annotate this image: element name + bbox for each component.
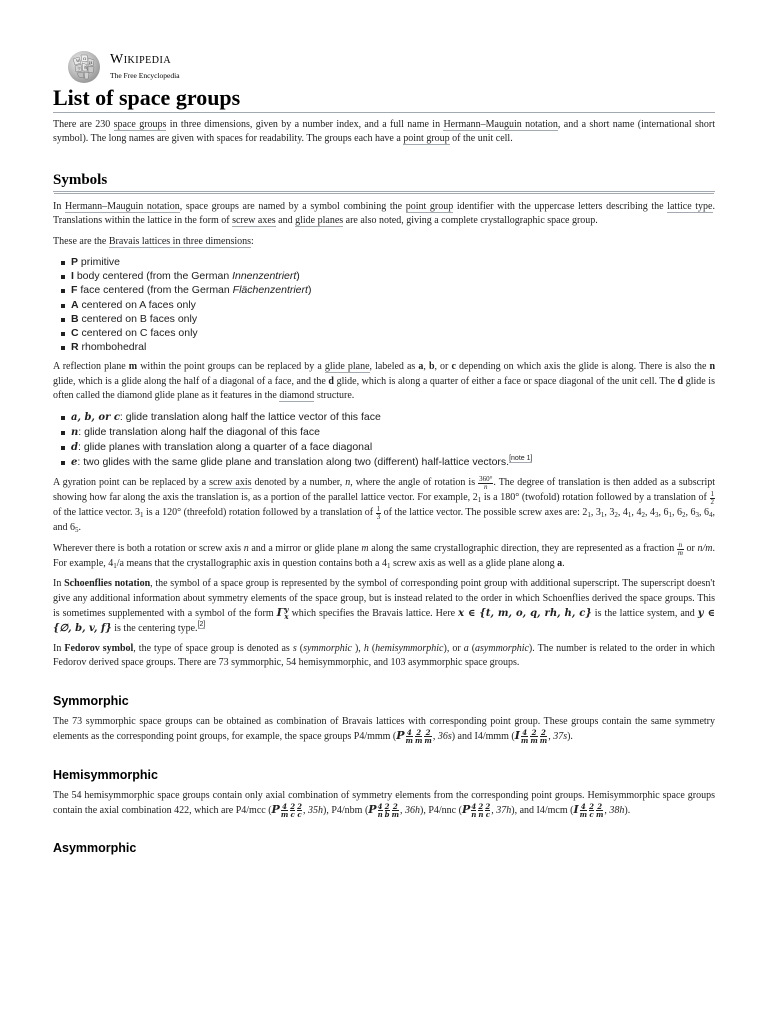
svg-text:И: И [89,60,93,65]
lattice-list [53,255,715,354]
gamma-symbol: Γ y x [276,605,289,622]
wikipedia-globe-icon [67,50,101,84]
link-screw-axis[interactable]: screw axis [209,477,252,489]
math-expression: I $\frac{4}{m}$ $\frac{2}{c}$ $\frac{2}{m}$ [573,801,604,819]
heading-hemisymmorphic: Hemisymmorphic [53,767,158,782]
symmorphic-paragraph: The 73 symmorphic space groups can be obtained as combination of Bravais lattices with corresponding point group. These groups contain the same symmetry elements as the corresponding point groups, for example, the space groups P4/mmm (P $\frac{4}{m}$ $\frac{2}{m}$ $\frac{2}{m}$ , 36s) and I4/mmm (I $\frac{4}{m}$ $\frac{2}{m}$ $\frac{2}{m}$ , 37s). [53,715,715,746]
list-item: e: two glides with the same glide plane and translation along two (different) half-lattice vectors.[note 1] [61,455,715,470]
svg-text:W: W [76,58,81,63]
fraction: $\frac{2}{b}$ [384,801,390,819]
link-hermann-mauguin[interactable]: Hermann–Mauguin notation [443,119,558,130]
list-item: d: glide planes with translation along a quarter of a face diagonal [61,440,715,455]
fraction-paragraph: Wherever there is both a rotation or screw axis n and a mirror or glide plane m along the same crystallographic direction, they are represented as a fraction $\frac{n}{m}$ or n/m. For example, $4_1/a$ means that the crystallographic axis in question contains both a $4_1$ screw axis as well as a glide plane along a. [53,540,716,570]
link-glide-plane[interactable]: glide plane [324,361,370,373]
fraction: $\frac{2}{c}$ [290,801,296,819]
intro-paragraph: There are 230 space groups in three dimensions, given by a number index, and a full name in Hermann–Mauguin notation, and a short name (international short symbol). The long names are given with spaces for readability. The groups each have a point group of the unit cell. [53,119,715,145]
fraction: $\frac{1}{2}$ [710,490,714,507]
symbols-paragraph-2: These are the Bravais lattices in three dimensions: [53,235,254,247]
svg-text:ウ: ウ [77,66,81,71]
site-logo[interactable] [53,50,715,86]
math-expression: P $\frac{4}{n}$ $\frac{2}{n}$ $\frac{2}{c}$ [461,801,491,819]
fraction: $\frac{4}{m}$ [520,728,529,746]
screw-axis-paragraph: A gyration point can be replaced by a screw axis denoted by a number, n, where the angle of rotation is $\frac{360^\circ}{n}$ . The degree of translation is then added as a subscript showing how far along the axis the translation is, as a portion of the parallel lattice vector. For example, $2_1$ is a 180° (twofold) rotation followed by a translation of $\frac{1}{2}$ of the lattice vector. $3_1$ is a 120° (threefold) rotation followed by a translation of $\frac{1}{3}$ of the lattice vector. The possible screw axes are: $2_1$, $3_1$, $3_2$, $4_1$, $4_2$, $4_3$, $6_1$, $6_2$, $6_3$, $6_4$, and $6_5$. [53,475,716,535]
math-expression: P $\frac{4}{m}$ $\frac{2}{m}$ $\frac{2}{m}$ [396,728,432,746]
list-item: A centered on A faces only [61,298,715,312]
wordmark: Wikipedia [110,52,172,67]
svg-text:維: 維 [84,65,88,70]
heading-symmorphic: Symmorphic [53,693,129,708]
link-point-group-2[interactable]: point group [405,200,454,212]
fraction: $\frac{2}{m}$ [539,728,548,746]
fraction: $\frac{1}{3}$ [376,505,381,522]
list-item: I body centered (from the German Innenzentriert) [61,269,715,283]
list-item: R rhombohedral [61,340,715,354]
link-lattice-type[interactable]: lattice type [667,200,713,212]
list-item: F face centered (from the German Flächenzentriert) [61,283,715,297]
fraction: $\frac{2}{c}$ [589,801,594,819]
fraction: $\frac{2}{c}$ [485,801,491,819]
fraction: $\frac{360^\circ}{n}$ [479,475,493,492]
link-hermann-mauguin-2[interactable]: Hermann–Mauguin notation [64,200,180,212]
fraction: $\frac{2}{c}$ [297,801,302,819]
list-item: n: glide translation along half the diagonal of this face [61,425,715,440]
note-reference[interactable]: [note 1] [509,455,533,463]
math-expression: I $\frac{4}{m}$ $\frac{2}{m}$ $\frac{2}{m}$ [514,728,548,746]
link-bravais-lattices[interactable]: Bravais lattices in three dimensions [108,235,251,247]
fraction: $\frac{n}{m}$ [677,540,683,557]
math-expression: P $\frac{4}{n}$ $\frac{2}{b}$ $\frac{2}{m}$ [368,801,399,819]
fraction: $\frac{4}{m}$ [405,728,413,746]
math-expression: P $\frac{4}{m}$ $\frac{2}{c}$ $\frac{2}{c}$ [271,801,302,819]
fraction: $\frac{4}{m}$ [579,801,588,819]
fraction: $\frac{4}{n}$ [377,801,383,819]
glide-paragraph: A reflection plane m within the point groups can be replaced by a glide plane, labeled as a, b, or c depending on which axis the glide is along. There is also the n glide, which is a glide along the half of a diagonal of a face, and the d glide, which is along a quarter of either a face or space diagonal of the unit cell. The d glide is often called the diamond glide plane as it features in the diamond structure. [53,361,716,402]
fraction: $\frac{4}{m}$ [280,801,289,819]
link-space-groups[interactable]: space groups [113,119,167,130]
fraction: $\frac{4}{n}$ [471,801,477,819]
link-diamond[interactable]: diamond [279,390,315,402]
fedorov-paragraph: In Fedorov symbol, the type of space group is denoted as s (symmorphic ), h (hemisymmorphic), or a (asymmorphic). The number is related to the order in which Fedorov derived space groups. There are 73 symmorphic, 54 hemisymmorphic, and 103 asymmorphic space groups. [53,642,715,669]
glide-list [53,410,715,471]
list-item: a, b, or c: glide translation along half the lattice vector of this face [61,410,715,425]
fraction: $\frac{2}{n}$ [478,801,484,819]
svg-text:Ω: Ω [83,56,87,61]
schoenflies-paragraph: In Schoenflies notation, the symbol of a space group is represented by the symbol of corresponding point group with additional superscript. The superscript doesn't give any additional information about symmetry elements of the space group, but is instead related to the order in which Schoenflies derived the space groups. This is sometimes supplemented with a symbol of the form Γ y x which specifies the Bravais lattice. Here x ∈ {t, m, o, q, rh, h, c} is the lattice system, and y ∈ {∅, b, v, f} is the centering type.[2] [53,578,715,634]
citation-2[interactable]: [2] [197,620,206,628]
link-glide-planes[interactable]: glide planes [295,215,344,227]
hemisymmorphic-paragraph: The 54 hemisymmorphic space groups contain only axial combination of symmetry elements from the corresponding point groups. Hemisymmorphic space groups contain the axial combination 422, which are P4/mcc (P $\frac{4}{m}$ $\frac{2}{c}$ $\frac{2}{c}$ , 35h), P4/nbm (P $\frac{4}{n}$ $\frac{2}{b}$ $\frac{2}{m}$ , 36h), P4/nnc (P $\frac{4}{n}$ $\frac{2}{n}$ $\frac{2}{c}$ , 37h), and I4/mcm (I $\frac{4}{m}$ $\frac{2}{c}$ $\frac{2}{m}$ , 38h). [53,789,715,819]
heading-symbols: Symbols [53,171,715,192]
fraction: $\frac{2}{m}$ [595,801,604,819]
heading-asymmorphic: Asymmorphic [53,841,137,856]
fraction: $\frac{2}{m}$ [391,801,399,819]
page-title: List of space groups [53,86,715,113]
article [53,50,715,860]
fraction: $\frac{2}{m}$ [414,728,423,746]
list-item: C centered on C faces only [61,326,715,340]
screw-axes-list: $2_1$, $3_1$, $3_2$, $4_1$, $4_2$, $4_3$, $6_1$, $6_2$, $6_3$, $6_4$, and $6_5$. [53,507,716,535]
link-point-group[interactable]: point group [403,133,450,145]
fraction: $\frac{2}{m}$ [530,728,538,746]
list-item: B centered on B faces only [61,312,715,326]
symbols-paragraph-1: In Hermann–Mauguin notation, space groups are named by a symbol combining the point group identifier with the uppercase letters describing the lattice type. Translations within the lattice in the form of screw axes and glide planes are also noted, giving a complete crystallographic space group. [53,200,715,227]
fraction: $\frac{2}{m}$ [424,728,432,746]
tagline: The Free Encyclopedia [110,71,180,80]
list-item: P primitive [61,255,715,269]
link-screw-axes[interactable]: screw axes [232,215,276,227]
